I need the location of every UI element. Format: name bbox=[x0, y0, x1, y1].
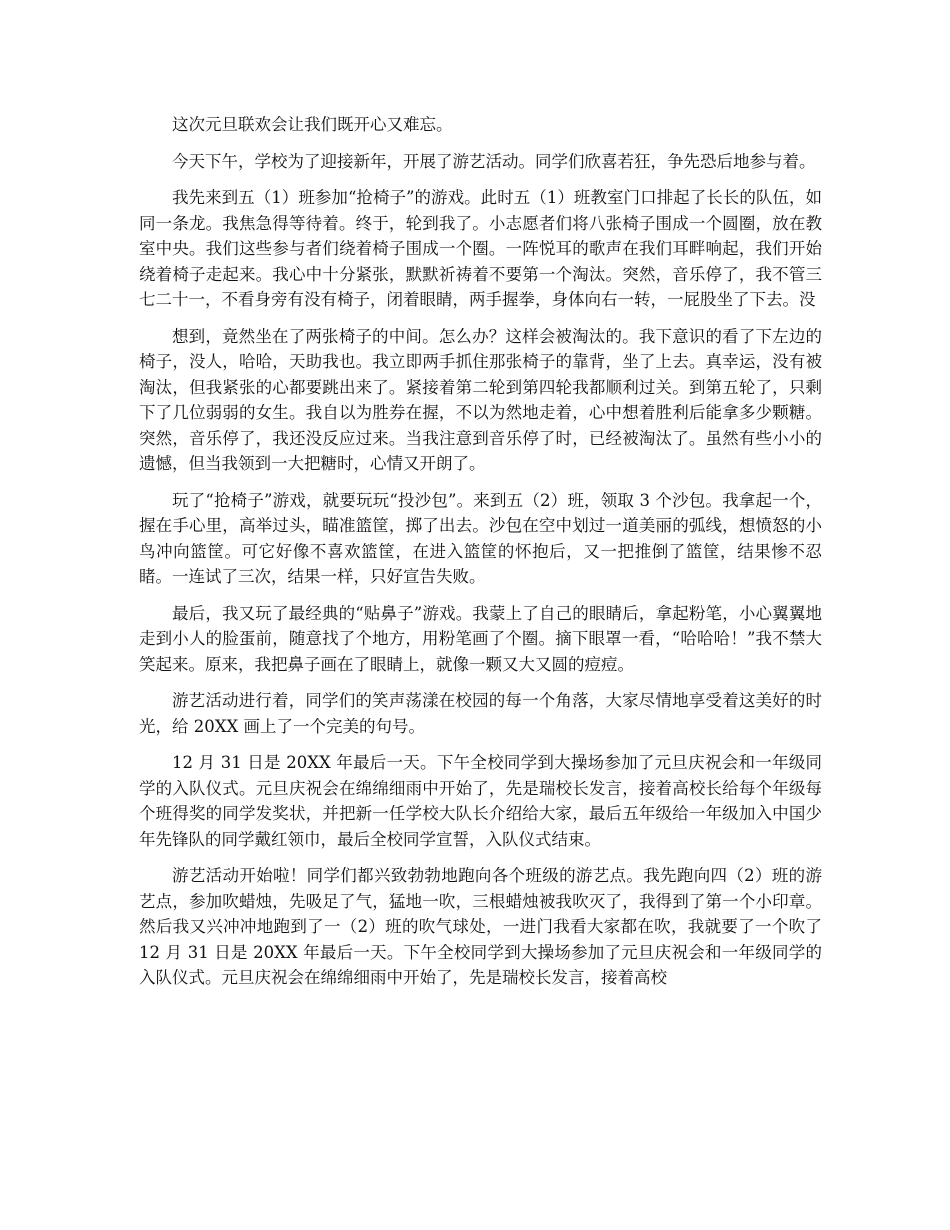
paragraph: 游艺活动开始啦！同学们都兴致勃勃地跑向各个班级的游艺点。我先跑向四（2）班的游艺点，参加吹蜡烛，先吸足了气，猛地一吹，三根蜡烛被我吹灭了，我得到了第一个小印章。然后我又兴冲冲地跑到了一（2）班的吹气球处，一进门我看大家都在吹，我就要了一个吹了 12 月 31 日是 20XX 年最后一天。下午全校同学到大操场参加了元旦庆祝会和一年级同学的入队仪式。元旦庆祝会在绵绵细雨中开始了，先是瑞校长发言，接着高校 bbox=[139, 866, 822, 987]
paragraph: 最后，我又玩了最经典的“贴鼻子”游戏。我蒙上了自己的眼睛后，拿起粉笔，小心翼翼地走到小人的脸蛋前，随意找了个地方，用粉笔画了个圈。摘下眼罩一看，“哈哈哈！”我不禁大笑起来。原来，我把鼻子画在了眼睛上，就像一颗又大又圆的痘痘。 bbox=[139, 603, 822, 674]
paragraph: 12 月 31 日是 20XX 年最后一天。下午全校同学到大操场参加了元旦庆祝会和一年级同学的入队仪式。元旦庆祝会在绵绵细雨中开始了，先是瑞校长发言，接着高校长给每个年级每个班得奖的同学发奖状，并把新一任学校大队长介绍给大家，最后五年级给一年级加入中国少年先锋队的同学戴红领巾，最后全校同学宣誓，入队仪式结束。 bbox=[139, 753, 822, 849]
paragraph: 玩了“抢椅子”游戏，就要玩玩“投沙包”。来到五（2）班，领取 3 个沙包。我拿起一个，握在手心里，高举过头，瞄准篮筐，掷了出去。沙包在空中划过一道美丽的弧线，想愤怒的小鸟冲向篮筐。可它好像不喜欢篮筐，在进入篮筐的怀抱后，又一把推倒了篮筐，结果惨不忍睹。一连试了三次，结果一样，只好宣告失败。 bbox=[139, 490, 822, 586]
paragraph: 今天下午，学校为了迎接新年，开展了游艺活动。同学们欣喜若狂，争先恐后地参与着。 bbox=[172, 151, 816, 171]
paragraph: 这次元旦联欢会让我们既开心又难忘。 bbox=[172, 115, 453, 134]
paragraph: 游艺活动进行着，同学们的笑声荡漾在校园的每一个角落，大家尽情地享受着这美好的时光，给 20XX 画上了一个完美的句号。 bbox=[139, 691, 822, 736]
paragraph: 我先来到五（1）班参加“抢椅子”的游戏。此时五（1）班教室门口排起了长长的队伍，如同一条龙。我焦急得等待着。终于，轮到我了。小志愿者们将八张椅子围成一个圆圈，放在教室中央。我们这些参与者们绕着椅子围成一个圈。一阵悦耳的歌声在我们耳畔响起，我们开始绕着椅子走起来。我心中十分紧张，默默祈祷着不要第一个淘汰。突然，音乐停了，我不管三七二十一，不看身旁有没有椅子，闭着眼睛，两手握拳，身体向右一转，一屁股坐了下去。没 bbox=[139, 188, 822, 309]
paragraph: 想到，竟然坐在了两张椅子的中间。怎么办？这样会被淘汰的。我下意识的看了下左边的椅子，没人，哈哈，天助我也。我立即两手抓住那张椅子的靠背，坐了上去。真幸运，没有被淘汰，但我紧张的心都要跳出来了。紧接着第二轮到第四轮我都顺利过关。到第五轮了，只剩下了几位弱弱的女生。我自以为胜券在握，不以为然地走着，心中想着胜利后能拿多少颗糖。突然，音乐停了，我还没反应过来。当我注意到音乐停了时，已经被淘汰了。虽然有些小小的遗憾，但当我领到一大把糖时，心情又开朗了。 bbox=[139, 326, 822, 473]
document-body bbox=[139, 112, 822, 1002]
